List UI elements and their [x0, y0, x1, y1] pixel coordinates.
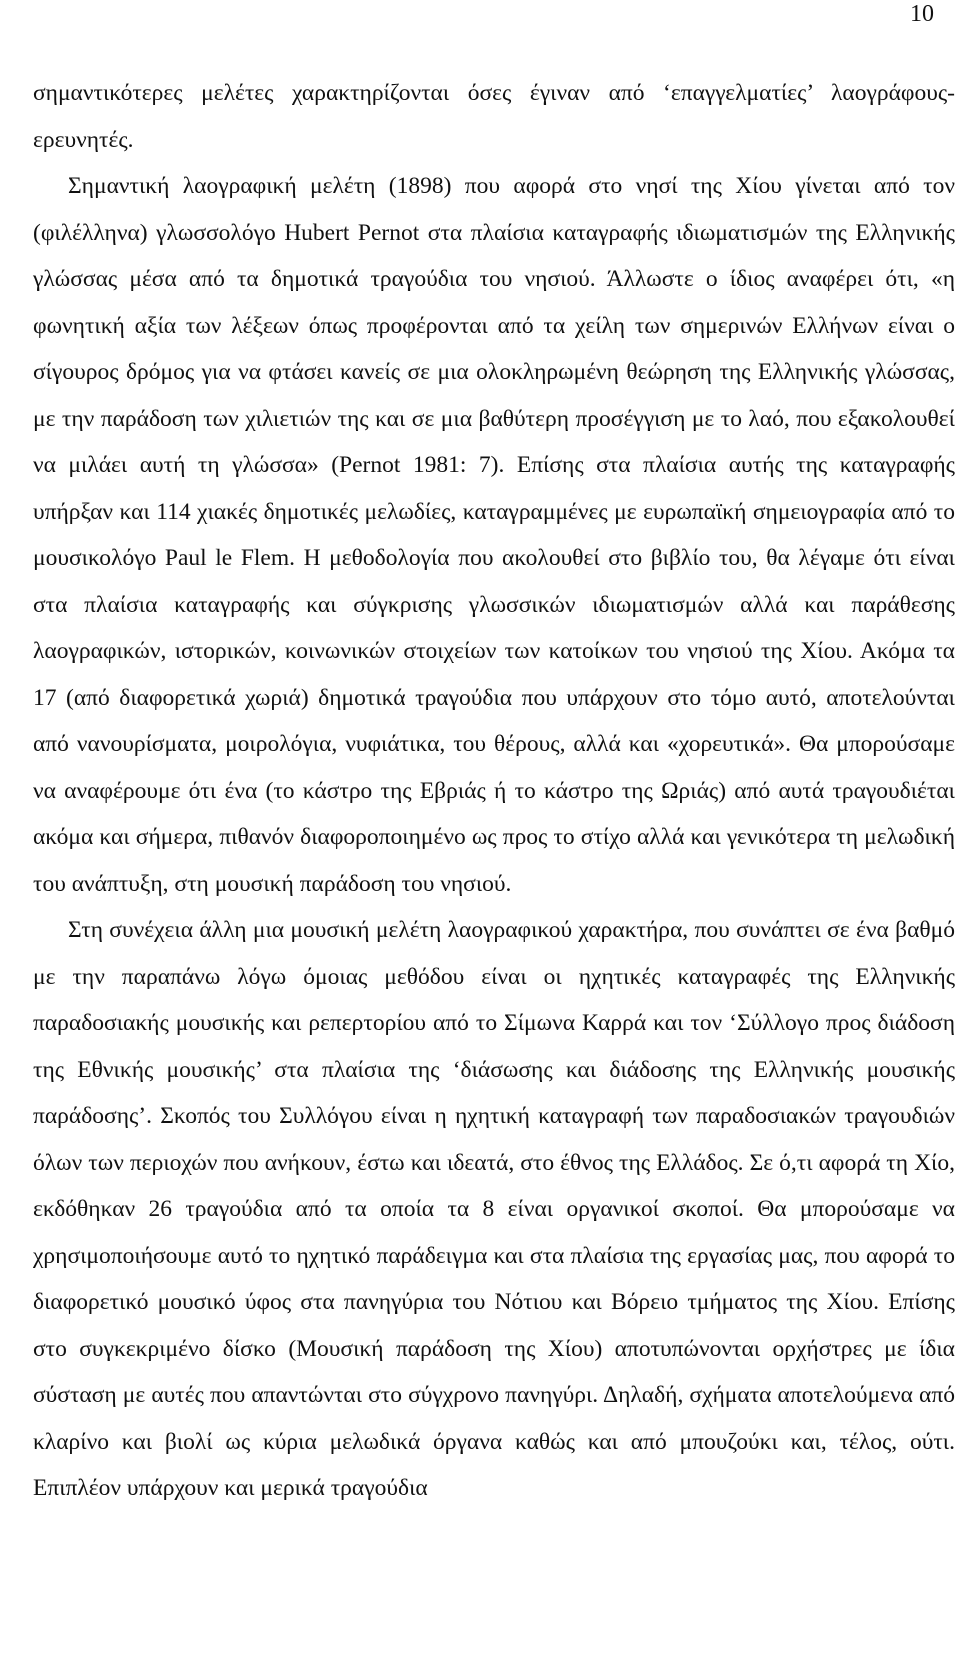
body-text: [33, 70, 955, 1512]
page-number: 10: [910, 1, 934, 27]
paragraph-continuation: σημαντικότερες μελέτες χαρακτηρίζονται όσες έγιναν από ‘επαγγελματίες’ λαογράφους-ερευνητές.: [33, 80, 955, 153]
paragraph-pernot-study: Σημαντική λαογραφική μελέτη (1898) που αφορά στο νησί της Χίου γίνεται από τον (φιλέλληνα) γλωσσολόγο Hubert Pernot στα πλαίσια καταγραφής ιδιωματισμών της Ελληνικής γλώσσας μέσα από τα δημοτικά τραγούδια του νησιού. Άλλωστε ο ίδιος αναφέρει ότι, «η φωνητική αξία των λέξεων όπως προφέρονται από τα χείλη των σημερινών Ελλήνων είναι ο σίγουρος δρόμος για να φτάσει κανείς σε μια ολοκληρωμένη θεώρηση της Ελληνικής γλώσσας, με την παράδοση των χιλιετιών της και σε μια βαθύτερη προσέγγιση με το λαό, που εξακολουθεί να μιλάει αυτή τη γλώσσα» (Pernot 1981: 7). Επίσης στα πλαίσια αυτής της καταγραφής υπήρξαν και 114 χιακές δημοτικές μελωδίες, καταγραμμένες με ευρωπαϊκή σημειογραφία από το μουσικολόγο Paul le Flem. Η μεθοδολογία που ακολουθεί στο βιβλίο του, θα λέγαμε ότι είναι στα πλαίσια καταγραφής και σύγκρισης γλωσσικών ιδιωματισμών αλλά και παράθεσης λαογραφικών, ιστορικών, κοινωνικών στοιχείων των κατοίκων του νησιού της Χίου. Ακόμα τα 17 (από διαφορετικά χωριά) δημοτικά τραγούδια που υπάρχουν στο τόμο αυτό, αποτελούνται από νανουρίσματα, μοιρολόγια, νυφιάτικα, του θέρους, αλλά και «χορευτικά». Θα μπορούσαμε να αναφέρουμε ότι ένα (το κάστρο της Εβριάς ή το κάστρο της Ωριάς) από αυτά τραγουδιέται ακόμα και σήμερα, πιθανόν διαφοροποιημένο ως προς το στίχο αλλά και γενικότερα τη μελωδική του ανάπτυξη, στη μουσική παράδοση του νησιού.: [33, 173, 955, 897]
paragraph-karras-recordings: Στη συνέχεια άλλη μια μουσική μελέτη λαογραφικού χαρακτήρα, που συνάπτει σε ένα βαθμό με την παραπάνω λόγω όμοιας μεθόδου είναι οι ηχητικές καταγραφές της Ελληνικής παραδοσιακής μουσικής και ρεπερτορίου από το Σίμωνα Καρρά και τον ‘Σύλλογο προς διάδοση της Εθνικής μουσικής’ στα πλαίσια της ‘διάσωσης και διάδοσης της Ελληνικής μουσικής παράδοσης’. Σκοπός του Συλλόγου είναι η ηχητική καταγραφή των παραδοσιακών τραγουδιών όλων των περιοχών που ανήκουν, έστω και ιδεατά, στο έθνος της Ελλάδος. Σε ό,τι αφορά τη Χίο, εκδόθηκαν 26 τραγούδια από τα οποία τα 8 είναι οργανικοί σκοποί. Θα μπορούσαμε να χρησιμοποιήσουμε αυτό το ηχητικό παράδειγμα και στα πλαίσια της εργασίας μας, που αφορά το διαφορετικό μουσικό ύφος στα πανηγύρια του Νότιου και Βόρειο τμήματος της Χίου. Επίσης στο συγκεκριμένο δίσκο (Μουσική παράδοση της Χίου) αποτυπώνονται ορχήστρες με ίδια σύσταση με αυτές που απαντώνται στο σύγχρονο πανηγύρι. Δηλαδή, σχήματα αποτελούμενα από κλαρίνο και βιολί ως κύρια μελωδικά όργανα καθώς και από μπουζούκι και, τέλος, ούτι. Επιπλέον υπάρχουν και μερικά τραγούδια: [33, 917, 955, 1501]
